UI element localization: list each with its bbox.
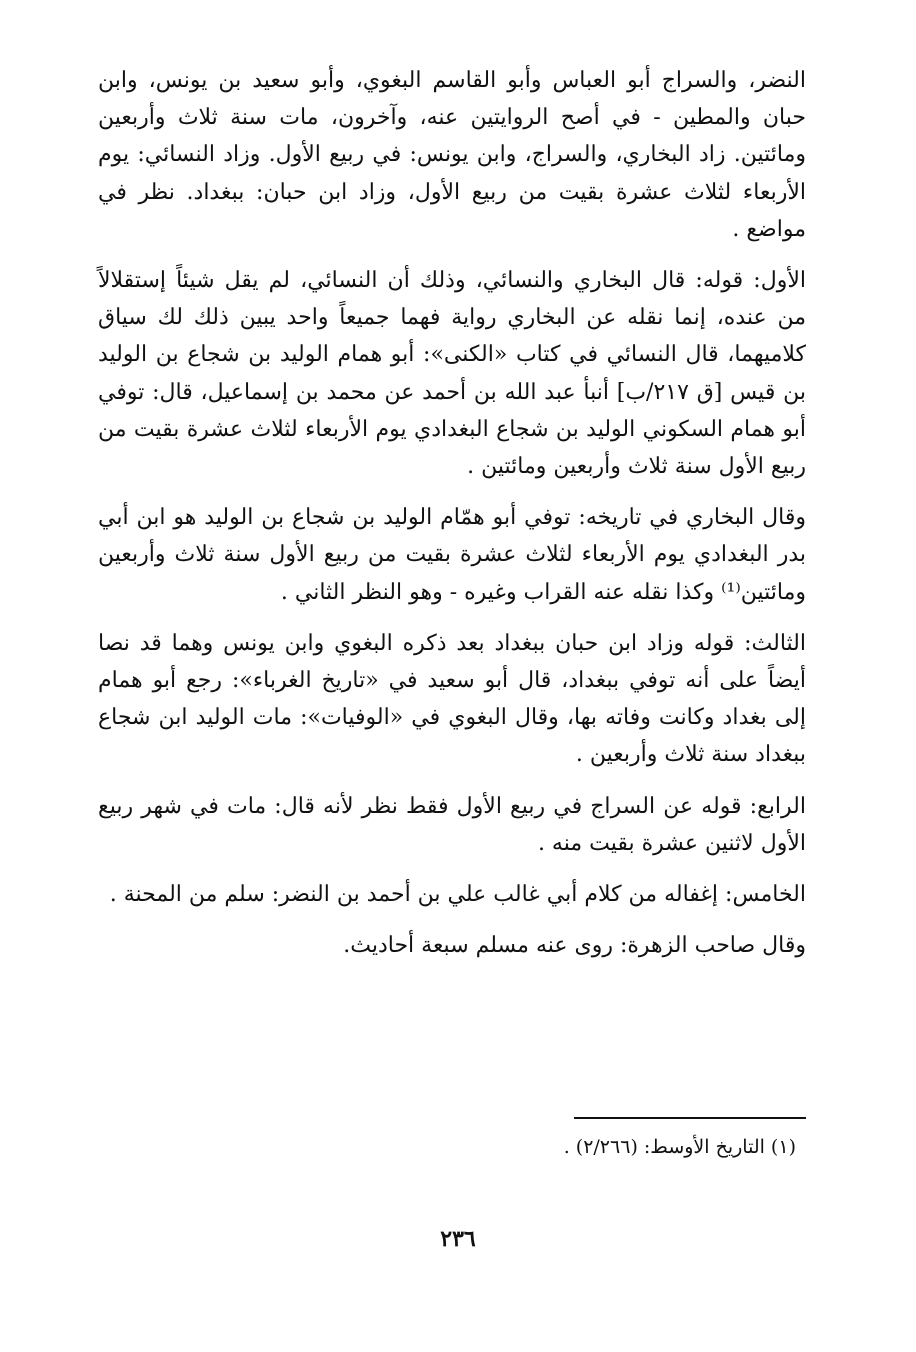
page-number: ٢٣٦ [440,1226,476,1252]
paragraph-third-point: الثالث: قوله وزاد ابن حبان ببغداد بعد ذكره البغوي وابن يونس وهما قد نصا أيضاً على أنه توفي ببغداد، قال أبو سعيد في «تاريخ الغرباء»: رجع أبو همام إلى بغداد وكانت وفاته بها، وقال البغوي في «الوفيات»: مات الوليد ابن شجاع ببغداد سنة ثلاث وأربعين . [98,630,806,768]
paragraph-intro: النضر، والسراج أبو العباس وأبو القاسم البغوي، وأبو سعيد بن يونس، وابن حبان والمطين - في أصح الروايتين عنه، وآخرون، مات سنة ثلاث وأربعين ومائتين. زاد البخاري، والسراج، وابن يونس: في ربيع الأول. وزاد النسائي: يوم الأربعاء لثلاث عشرة بقيت من ربيع الأول، وزاد ابن حبان: ببغداد. نظر في مواضع . [98,68,806,242]
paragraph-bukhari-quote: وقال البخاري في تاريخه: توفي أبو همّام الوليد بن شجاع بن الوليد هو ابن أبي بدر البغدادي يوم الأربعاء لثلاث عشرة بقيت من ربيع الأول سنة ثلاث وأربعين ومائتين⁽¹⁾ وكذا نقله عنه القراب وغيره - وهو النظر الثاني . [98,505,806,605]
footnote: (١) التاريخ الأوسط: (٢/٢٦٦) . [563,1136,796,1158]
paragraph-fourth-point: الرابع: قوله عن السراج في ربيع الأول فقط نظر لأنه قال: مات في شهر ربيع الأول لاثنين عشرة بقيت منه . [98,793,806,856]
paragraph-fifth-point: الخامس: إغفاله من كلام أبي غالب علي بن أحمد بن النضر: سلم من المحنة . [109,882,806,908]
paragraph-zahra-note: وقال صاحب الزهرة: روى عنه مسلم سبعة أحاديث. [343,933,806,959]
paragraph-first-point: الأول: قوله: قال البخاري والنسائي، وذلك أن النسائي، لم يقل شيئاً إستقلالاً من عنده، إنما نقله عن البخاري رواية فهما جميعاً واحد يبين ذلك لك سياق كلاميهما، قال النسائي في كتاب «الكنى»: أبو همام الوليد بن شجاع بن الوليد بن قيس [ق ٢١٧/ب] أنبأ عبد الله بن أحمد عن محمد بن إسماعيل، قال: توفي أبو همام السكوني الوليد بن شجاع البغدادي يوم الأربعاء لثلاث عشرة بقيت من ربيع الأول سنة ثلاث وأربعين ومائتين . [98,268,806,480]
footnote-separator [574,1117,806,1119]
main-text [98,62,806,964]
